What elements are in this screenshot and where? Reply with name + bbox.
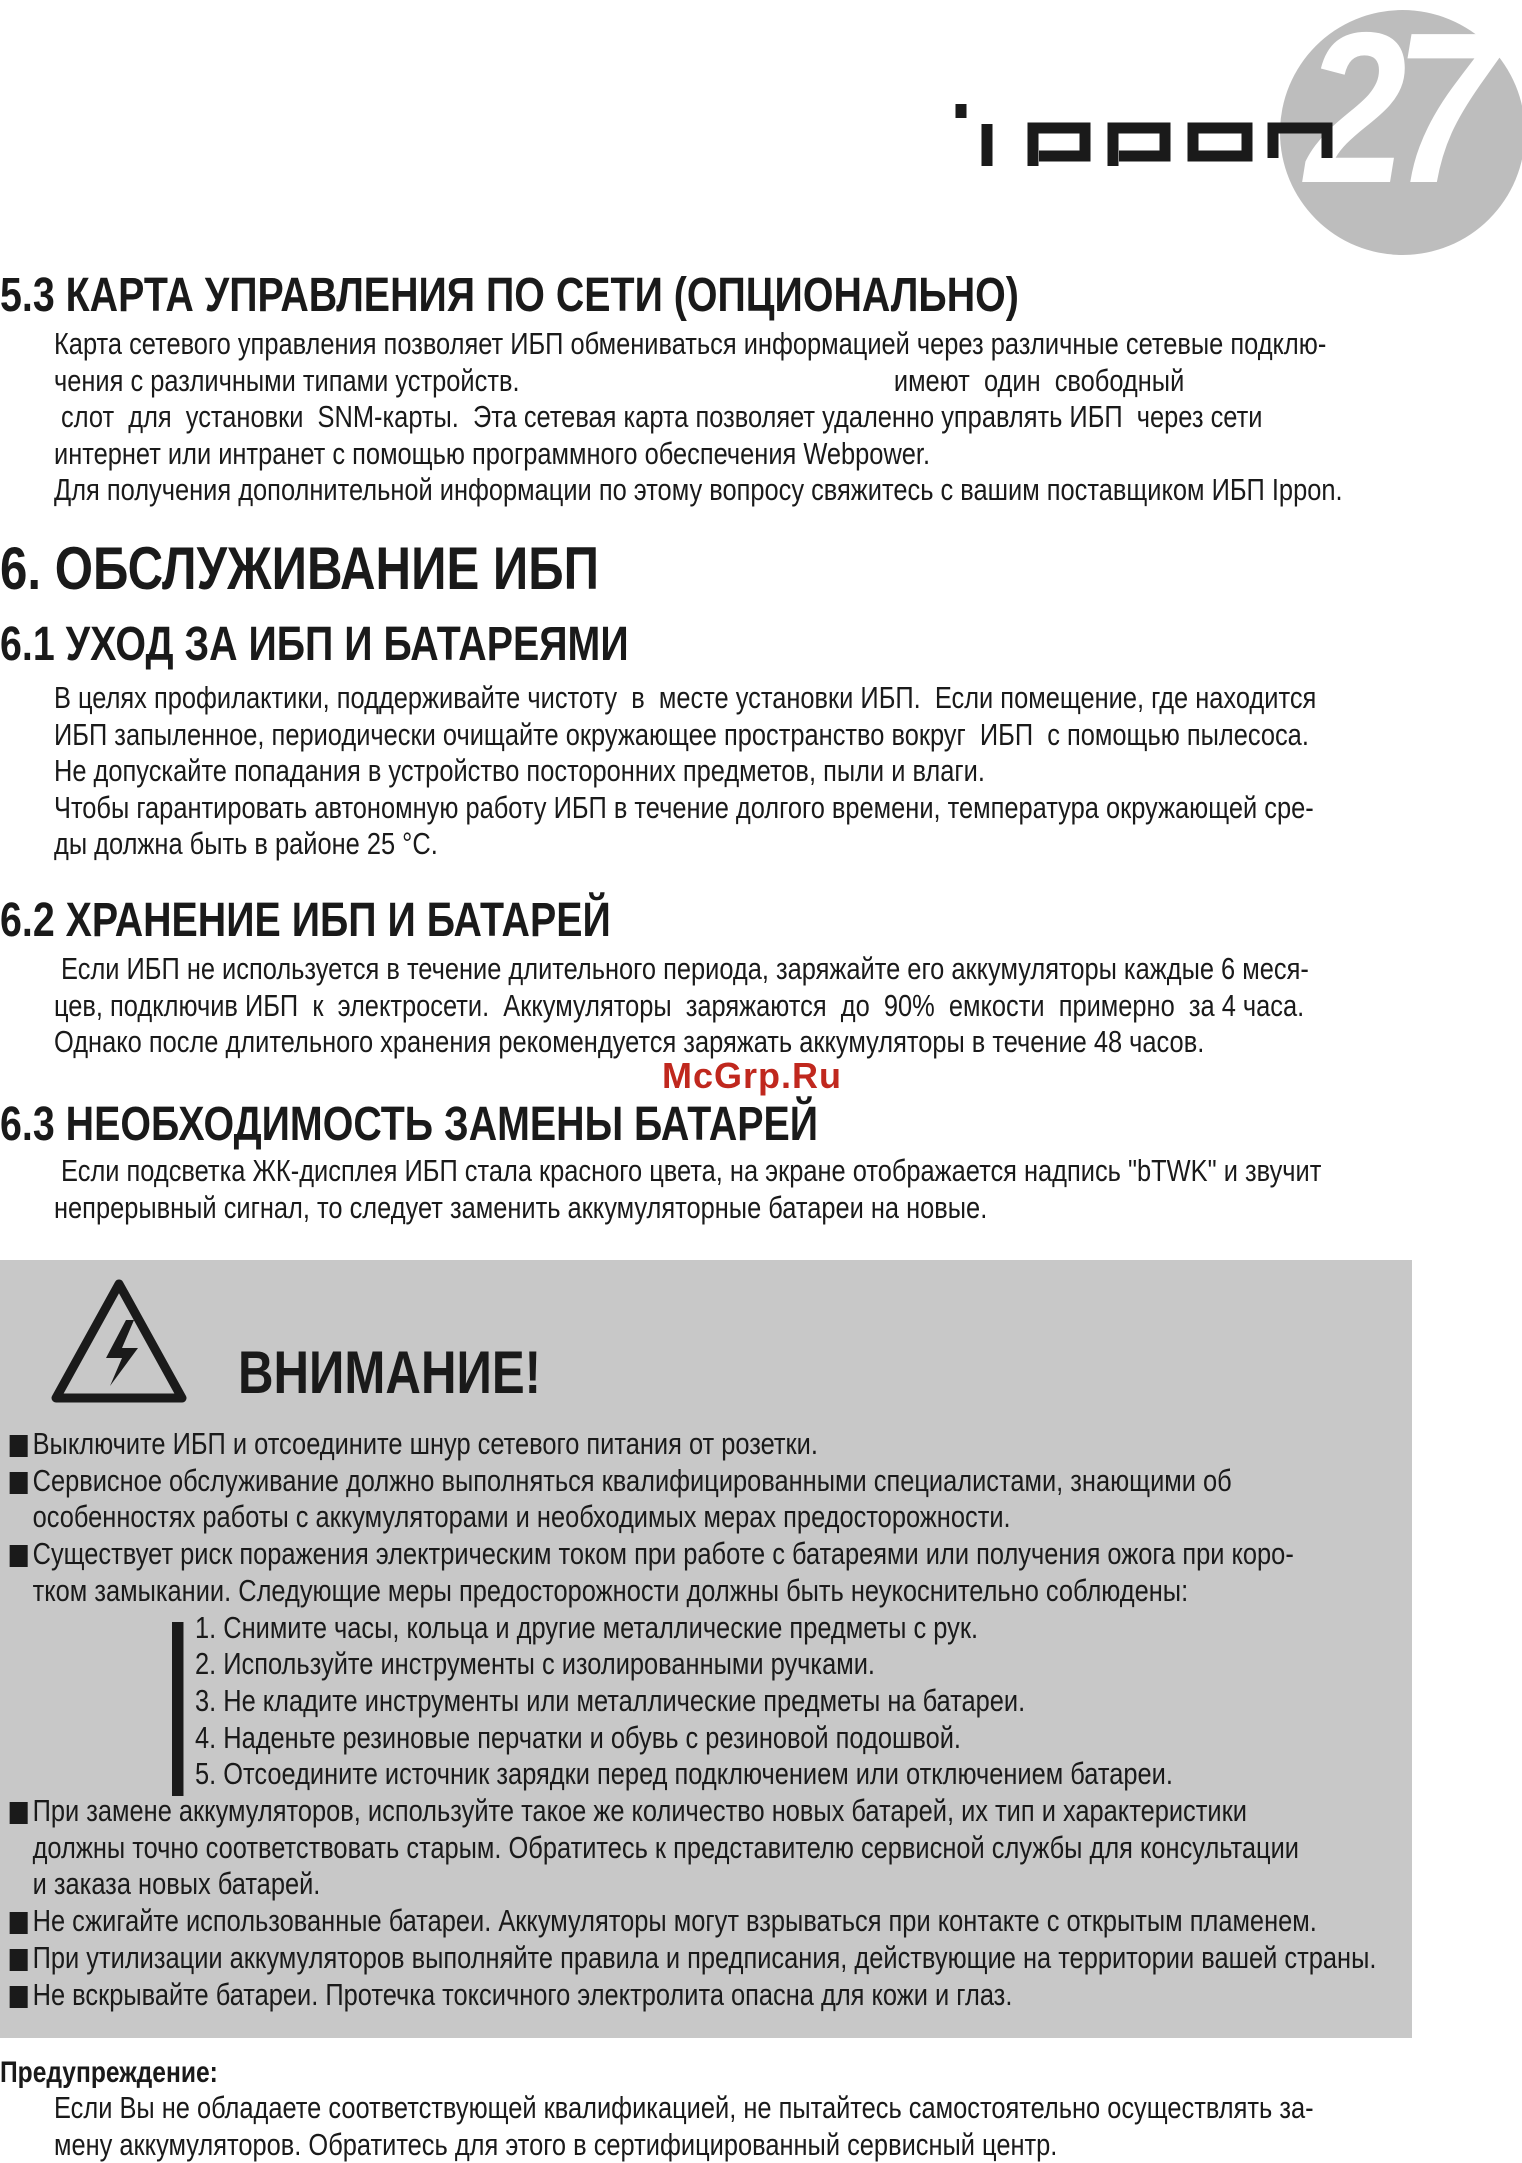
warning-item-line: При утилизации аккумуляторов выполняйте правила и предписания, действующие на территории вашей страны. (33, 1940, 1402, 1977)
step-item: 3. Не кладите инструменты или металлические предметы на батареи. (195, 1683, 1402, 1720)
warning-item-line: Существует риск поражения электрическим током при работе с батареями или получения ожога при коро- (33, 1536, 1402, 1573)
note-line: Если Вы не обладаете соответствующей квалификацией, не пытайтесь самостоятельно осуществлять за- (54, 2090, 1448, 2127)
warning-item-line: должны точно соответствовать старым. Обратитесь к представителю сервисной службы для консультации (33, 1830, 1402, 1867)
warning-item (8, 1463, 1402, 1536)
step-item: 1. Снимите часы, кольца и другие металлические предметы с рук. (195, 1610, 1402, 1647)
warning-item-line: Сервисное обслуживание должно выполняться квалифицированными специалистами, знающими об (33, 1463, 1402, 1500)
section-6-2-title: 6.2 ХРАНЕНИЕ ИБП И БАТАРЕЙ (0, 893, 611, 948)
section-6-3-text (54, 1153, 1341, 1226)
bullet-square-icon (10, 1472, 28, 1494)
paragraph-line: Чтобы гарантировать автономную работу ИБП в течение долгого времени, температура окружающей сре- (54, 790, 1341, 827)
paragraph-line: ды должна быть в районе 25 °С. (54, 826, 1341, 863)
bullet-square-icon (10, 1435, 28, 1457)
warning-item-line: Выключите ИБП и отсоедините шнур сетевого питания от розетки. (33, 1426, 1402, 1463)
paragraph-line: Для получения дополнительной информации по этому вопросу свяжитесь с вашим поставщиком ИБП Ippon. (54, 472, 1341, 509)
step-item: 2. Используйте инструменты с изолированными ручками. (195, 1646, 1402, 1683)
step-item: 4. Наденьте резиновые перчатки и обувь с резиновой подошвой. (195, 1720, 1402, 1757)
paragraph-line: Если ИБП не используется в течение длительного периода, заряжайте его аккумуляторы каждые 6 меся- (54, 951, 1341, 988)
warning-item (8, 1536, 1402, 1609)
page-number: 27 (1305, 0, 1509, 215)
paragraph-line: непрерывный сигнал, то следует заменить аккумуляторные батареи на новые. (54, 1190, 1341, 1227)
warning-item (8, 1977, 1402, 2014)
section-6-title: 6. ОБСЛУЖИВАНИЕ ИБП (0, 534, 599, 603)
warning-item-line: тком замыкании. Следующие меры предосторожности должны быть неукоснительно соблюдены: (33, 1573, 1402, 1610)
warning-item (8, 1940, 1402, 1977)
paragraph-line: интернет или интранет с помощью программного обеспечения Webpower. (54, 436, 1341, 473)
precaution-steps (172, 1610, 1402, 1794)
warning-item (8, 1426, 1402, 1463)
section-6-1-text (54, 680, 1341, 863)
warning-item-line: Не вскрывайте батареи. Протечка токсичного электролита опасна для кожи и глаз. (33, 1977, 1402, 2014)
ippon-logo (955, 96, 1335, 166)
bullet-square-icon (10, 1949, 28, 1971)
warning-item (8, 1903, 1402, 1940)
watermark: McGrp.Ru (662, 1055, 842, 1097)
warning-item-line: и заказа новых батарей. (33, 1866, 1402, 1903)
bullet-square-icon (10, 1545, 28, 1567)
note-text (54, 2090, 1448, 2163)
section-5-3-text (54, 326, 1341, 509)
paragraph-line: чения с различными типами устройств. имеют один свободный (54, 363, 1341, 400)
section-6-3-title: 6.3 НЕОБХОДИМОСТЬ ЗАМЕНЫ БАТАРЕЙ (0, 1097, 818, 1152)
note-title: Предупреждение: (0, 2056, 218, 2090)
bullet-square-icon (10, 1912, 28, 1934)
paragraph-line: ИБП запыленное, периодически очищайте окружающее пространство вокруг ИБП с помощью пылесоса. (54, 717, 1341, 754)
paragraph-line: слот для установки SNM-карты. Эта сетевая карта позволяет удаленно управлять ИБП через сети (54, 399, 1341, 436)
paragraph-line: Однако после длительного хранения рекомендуется заряжать аккумуляторы в течение 48 часов. (54, 1024, 1341, 1061)
section-6-1-title: 6.1 УХОД ЗА ИБП И БАТАРЕЯМИ (0, 617, 629, 672)
warning-item-line: При замене аккумуляторов, используйте такое же количество новых батарей, их тип и характеристики (33, 1793, 1402, 1830)
section-6-2-text (54, 951, 1341, 1061)
bullet-square-icon (10, 1986, 28, 2008)
note-line: мену аккумуляторов. Обратитесь для этого в сертифицированный сервисный центр. (54, 2127, 1448, 2163)
bullet-square-icon (10, 1802, 28, 1824)
steps-bar (172, 1622, 183, 1796)
warning-item (8, 1793, 1402, 1903)
high-voltage-warning-icon (50, 1276, 188, 1406)
warning-list (8, 1426, 1402, 2013)
paragraph-line: Не допускайте попадания в устройство посторонних предметов, пыли и влаги. (54, 753, 1341, 790)
paragraph-line: Карта сетевого управления позволяет ИБП обмениваться информацией через различные сетевые подклю- (54, 326, 1341, 363)
paragraph-line: Если подсветка ЖК-дисплея ИБП стала красного цвета, на экране отображается надпись "bTWK" и звучит (54, 1153, 1341, 1190)
section-5-3-title: 5.3 КАРТА УПРАВЛЕНИЯ ПО СЕТИ (ОПЦИОНАЛЬНО) (0, 268, 1019, 323)
step-item: 5. Отсоедините источник зарядки перед подключением или отключением батареи. (195, 1756, 1402, 1793)
warning-item-line: особенностях работы с аккумуляторами и необходимых мерах предосторожности. (33, 1499, 1402, 1536)
warning-title: ВНИМАНИЕ! (238, 1338, 541, 1407)
paragraph-line: цев, подключив ИБП к электросети. Аккумуляторы заряжаются до 90% емкости примерно за 4 часа. (54, 988, 1341, 1025)
paragraph-line: В целях профилактики, поддерживайте чистоту в месте установки ИБП. Если помещение, где находится (54, 680, 1341, 717)
warning-item-line: Не сжигайте использованные батареи. Аккумуляторы могут взрываться при контакте с открытым пламенем. (33, 1903, 1402, 1940)
